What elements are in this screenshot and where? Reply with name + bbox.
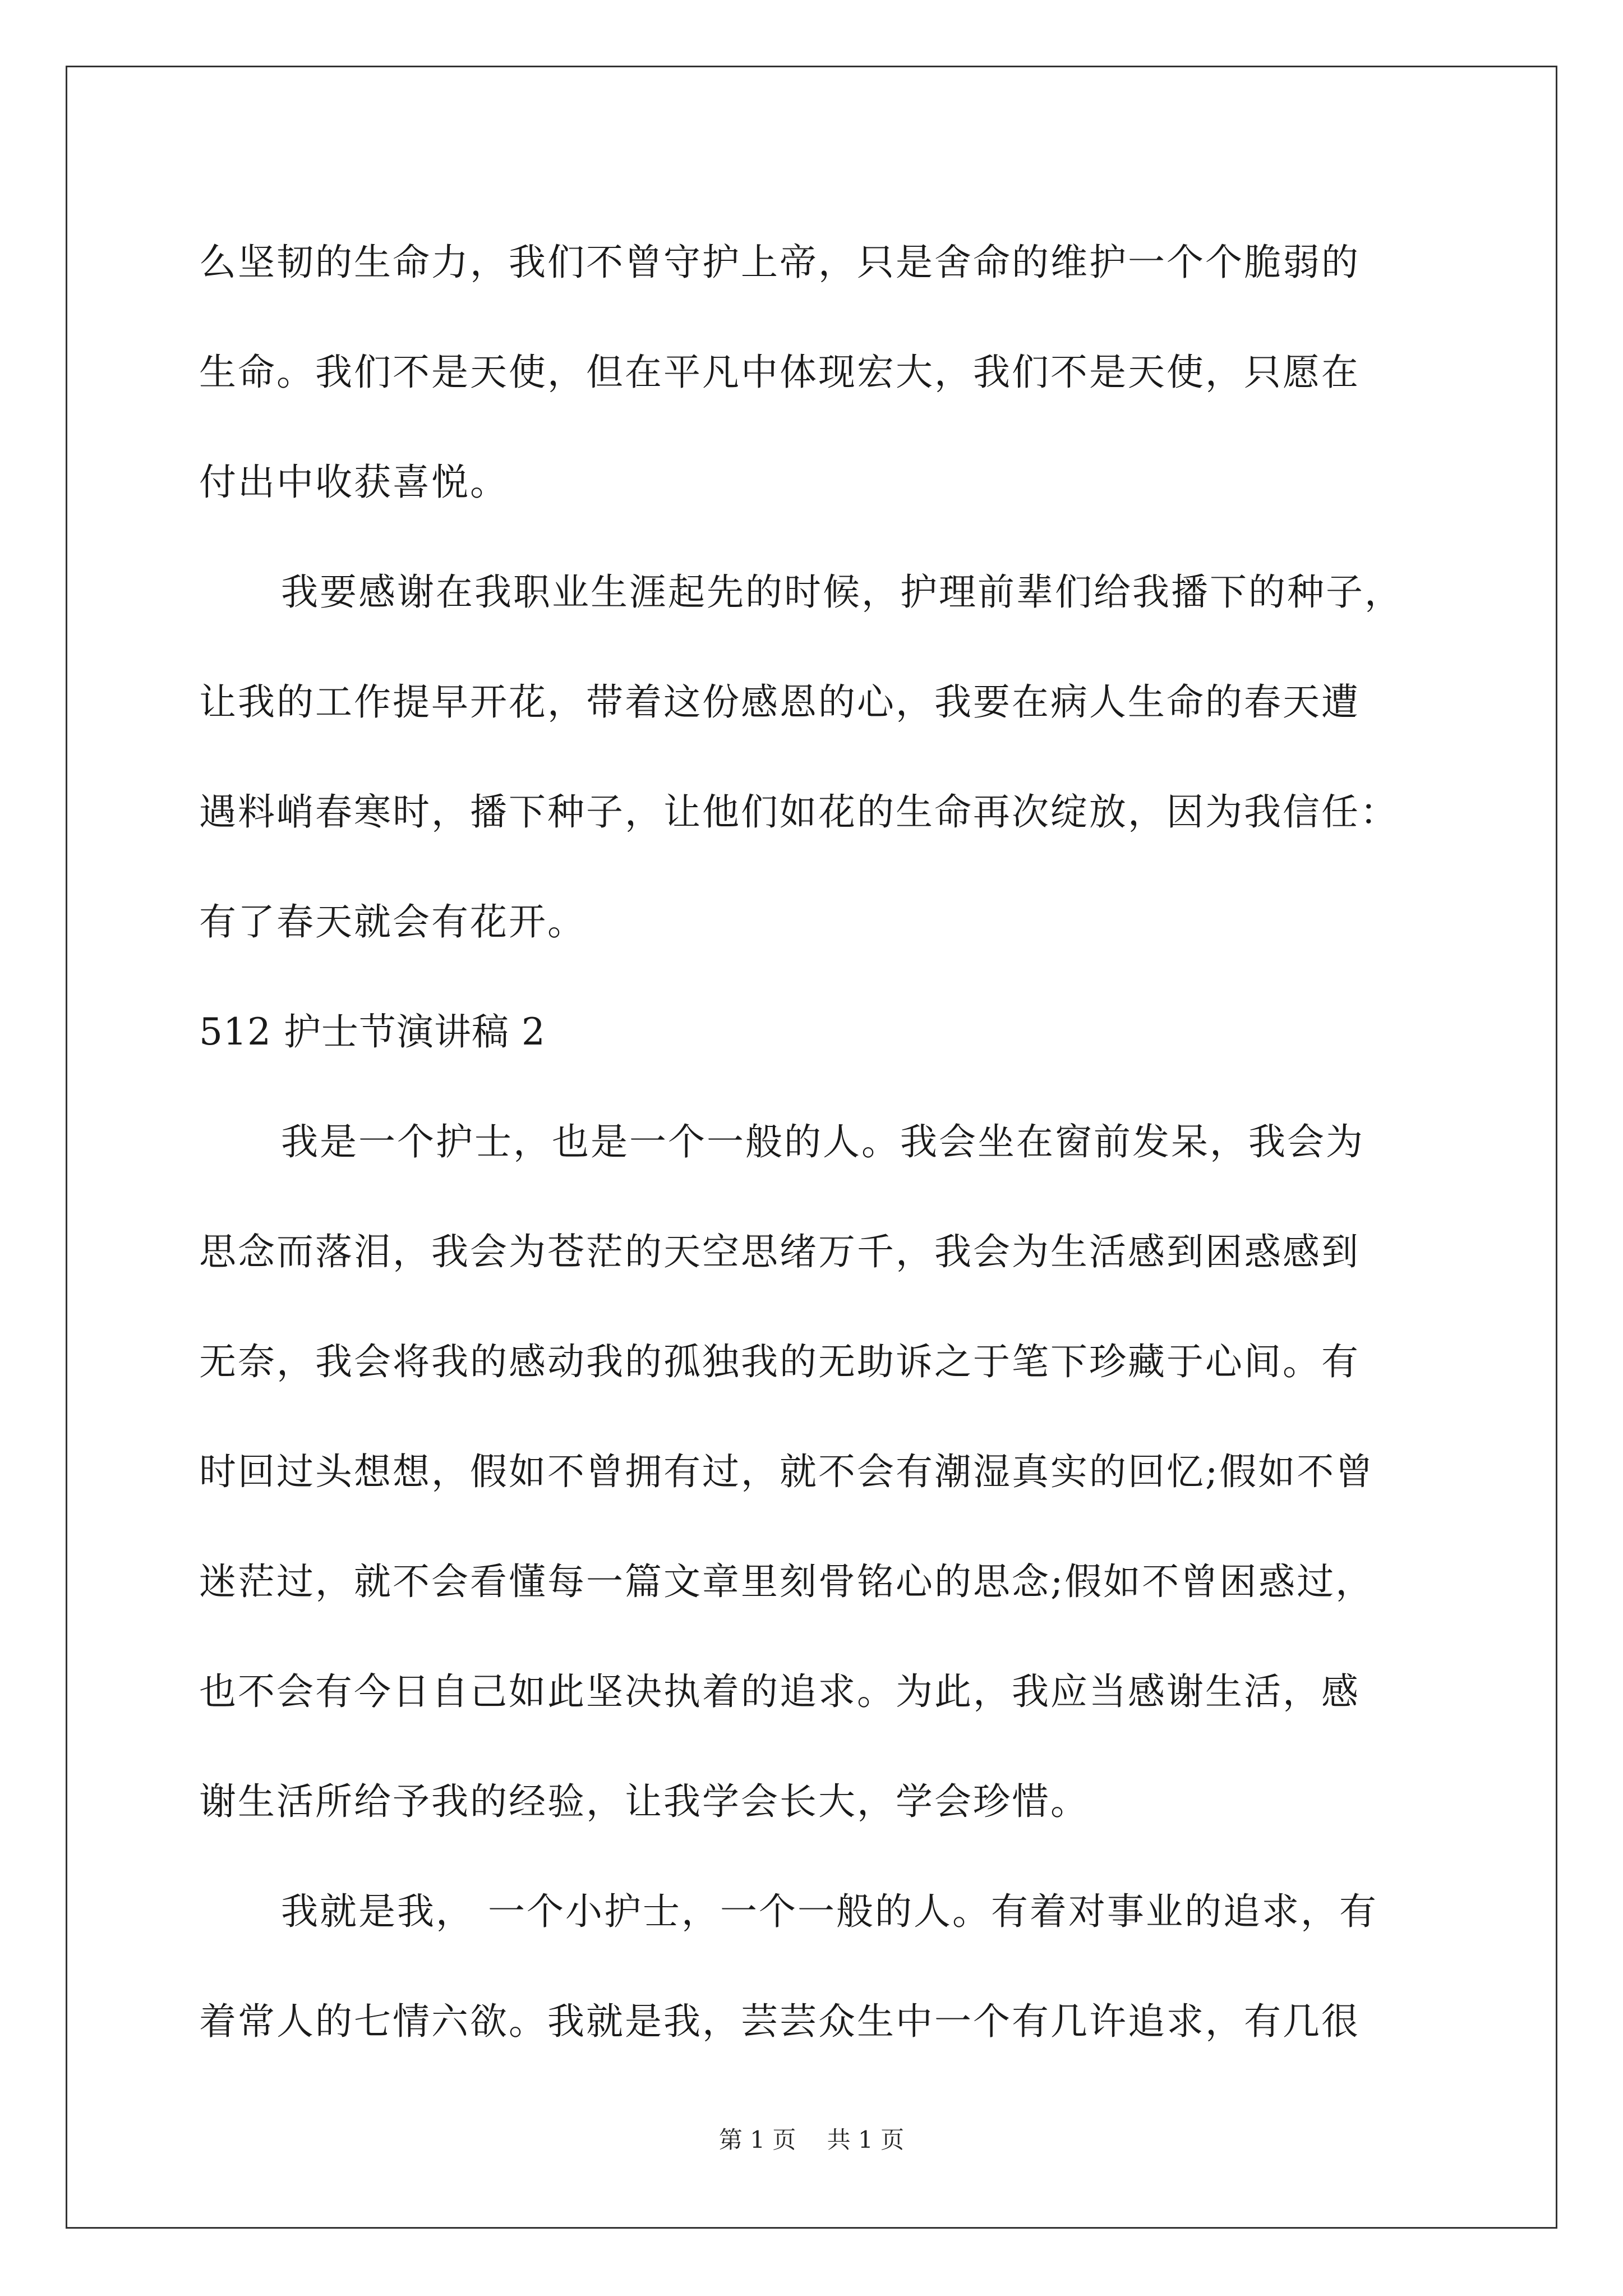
text-line: 也不会有今日自己如此坚决执着的追求。为此，我应当感谢生活，感 [199, 1670, 1360, 1713]
text-line: 付出中收获喜悦。 [199, 461, 509, 504]
section-heading: 512 护士节演讲稿 2 [199, 1010, 546, 1053]
document-body [199, 208, 1433, 2077]
text-line: 遇料峭春寒时，播下种子，让他们如花的生命再次绽放，因为我信任： [199, 790, 1399, 834]
text-line: 有了春天就会有花开。 [199, 900, 586, 944]
text-line: 着常人的七情六欲。我就是我，芸芸众生中一个有几许追求，有几很 [199, 2000, 1360, 2043]
text-line: 谢生活所给予我的经验，让我学会长大，学会珍惜。 [199, 1780, 1089, 1823]
text-line: 无奈，我会将我的感动我的孤独我的无助诉之于笔下珍藏于心间。有 [199, 1340, 1360, 1383]
text-line: 让我的工作提早开花，带着这份感恩的心，我要在病人生命的春天遭 [199, 680, 1360, 724]
text-line: 生命。我们不是天使，但在平凡中体现宏大，我们不是天使，只愿在 [199, 351, 1360, 394]
text-line: 时回过头想想，假如不曾拥有过，就不会有潮湿真实的回忆;假如不曾 [199, 1450, 1375, 1493]
text-line: 迷茫过，就不会看懂每一篇文章里刻骨铭心的思念;假如不曾困惑过， [199, 1560, 1375, 1603]
text-line: 么坚韧的生命力，我们不曾守护上帝，只是舍命的维护一个个脆弱的 [199, 241, 1360, 284]
text-line: 我就是我， 一个小护士，一个一般的人。有着对事业的追求，有 [281, 1890, 1378, 1933]
page-footer: 第 1 页 共 1 页 [718, 2126, 905, 2154]
text-line: 我是一个护士，也是一个一般的人。我会坐在窗前发呆，我会为 [281, 1120, 1364, 1163]
text-line: 思念而落泪，我会为苍茫的天空思绪万千，我会为生活感到困惑感到 [199, 1230, 1360, 1273]
text-line: 我要感谢在我职业生涯起先的时候，护理前辈们给我播下的种子， [281, 570, 1403, 614]
